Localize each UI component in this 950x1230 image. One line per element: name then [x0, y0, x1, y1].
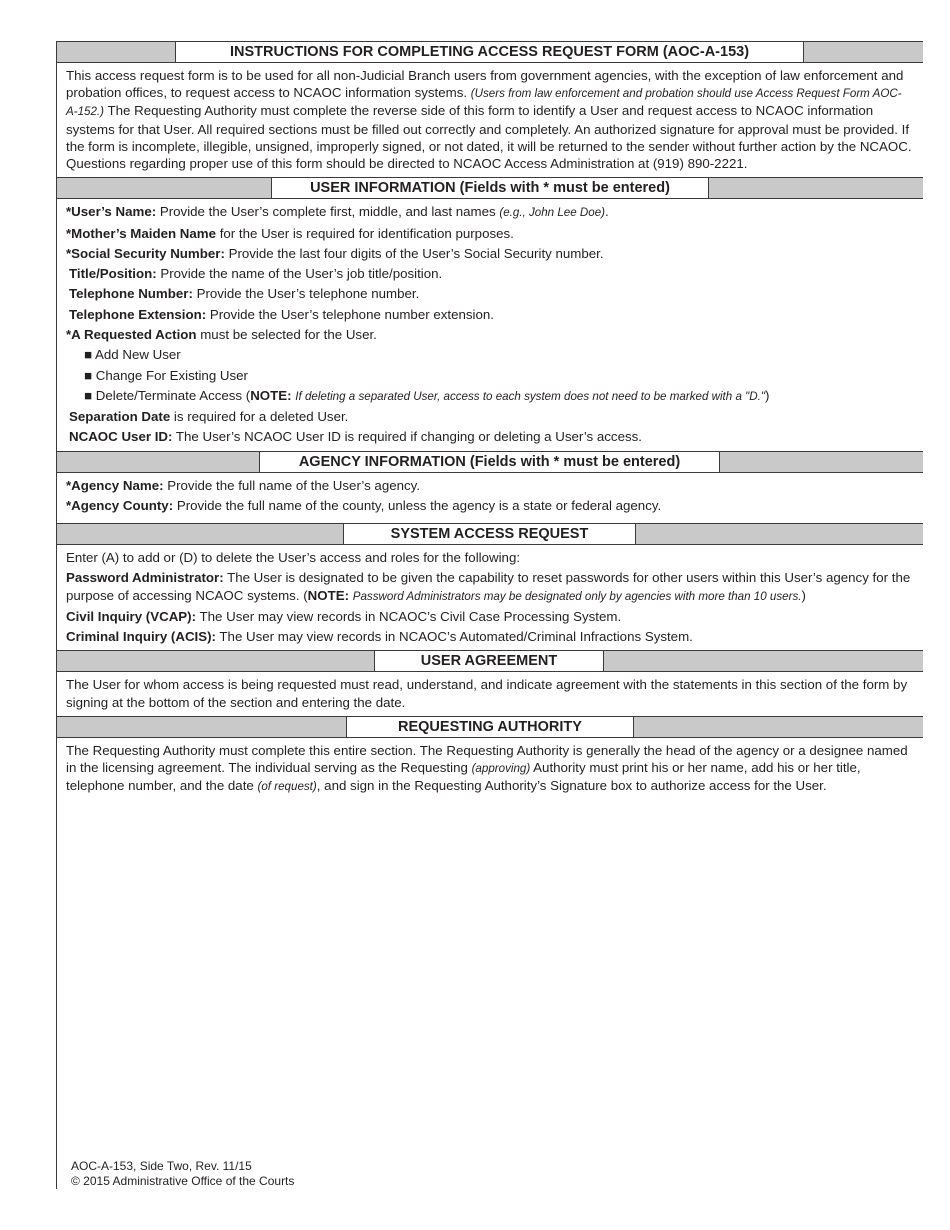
- agency-name-row: *Agency Name: Provide the full name of the User’s agency.: [66, 477, 421, 493]
- user-info-header-bar: [57, 177, 923, 199]
- criminal-inquiry-row: Criminal Inquiry (ACIS): The User may view records in NCAOC’s Automated/Criminal Infractions System.: [66, 629, 693, 645]
- form-id: AOC-A-153, Side Two, Rev. 11/15: [71, 1159, 252, 1173]
- agency-info-section: [57, 473, 923, 524]
- user-agreement-header-bar: [57, 650, 923, 672]
- telephone-number-row: Telephone Number: Provide the User’s telephone number.: [69, 286, 420, 302]
- requesting-authority-title: REQUESTING AUTHORITY: [346, 716, 634, 738]
- civil-inquiry-row: Civil Inquiry (VCAP): The User may view records in NCAOC’s Civil Case Processing System.: [66, 608, 622, 624]
- bullet-icon: ■: [84, 387, 93, 403]
- requesting-authority-section: [57, 738, 923, 801]
- maiden-name-row: *Mother’s Maiden Name for the User is required for identification purposes.: [66, 225, 514, 241]
- ssn-row: *Social Security Number: Provide the last four digits of the User’s Social Security number.: [66, 245, 604, 261]
- user-agreement-title: USER AGREEMENT: [374, 650, 604, 672]
- system-access-section: [57, 545, 923, 650]
- title-position-row: Title/Position: Provide the name of the User’s job title/position.: [69, 266, 443, 282]
- option-delete-access: ■ Delete/Terminate Access (NOTE: If deleting a separated User, access to each system does not need to be marked with a "D."): [84, 387, 770, 403]
- system-access-title: SYSTEM ACCESS REQUEST: [343, 523, 636, 545]
- user-info-section: [57, 199, 923, 450]
- form-frame: [56, 41, 923, 1189]
- option-change-existing-user: ■ Change For Existing User: [84, 367, 248, 383]
- bullet-icon: ■: [84, 367, 93, 383]
- bullet-icon: ■: [84, 347, 93, 363]
- system-access-header-bar: [57, 523, 923, 545]
- requested-action-row: *A Requested Action must be selected for the User.: [66, 327, 377, 342]
- password-administrator-row: Password Administrator: The User is designated to be given the capability to reset passwords for other users within this User’s agency for the purpose of accessing NCAOC systems. (NOTE: Password Administrators may be designated only by agencies with more than 10 users.): [66, 570, 911, 603]
- requesting-authority-header-bar: [57, 716, 923, 738]
- telephone-extension-row: Telephone Extension: Provide the User’s telephone number extension.: [69, 306, 494, 322]
- agency-info-header-bar: [57, 451, 923, 473]
- instructions-section: [57, 63, 923, 177]
- instructions-note: (Users from law enforcement and probation should use Access Request Form AOC-A-152.): [66, 87, 902, 119]
- user-info-title: USER INFORMATION (Fields with * must be entered): [271, 177, 709, 199]
- requesting-authority-text: The Requesting Authority must complete this entire section. The Requesting Authority is generally the head of the agency or a designee named in the licensing agreement. The individual serving as the Requesting (approving) Authority must print his or her name, add his or her title, telephone number, and the date (of request), and sign in the Requesting Authority’s Signature box to authorize access for the User.: [66, 742, 908, 794]
- user-agreement-text: The User for whom access is being requested must read, understand, and indicate agreement with the statements in this section of the form by signing at the bottom of the section and entering the date.: [66, 677, 908, 710]
- agency-county-row: *Agency County: Provide the full name of the county, unless the agency is a state or federal agency.: [66, 497, 662, 513]
- user-agreement-section: [57, 672, 923, 715]
- instructions-header-bar: [57, 41, 923, 63]
- agency-info-title: AGENCY INFORMATION (Fields with * must be entered): [259, 451, 720, 473]
- copyright: © 2015 Administrative Office of the Courts: [71, 1174, 295, 1188]
- option-add-new-user: ■ Add New User: [84, 347, 181, 363]
- system-access-intro: Enter (A) to add or (D) to delete the User’s access and roles for the following:: [66, 550, 521, 566]
- user-name-row: *User’s Name: Provide the User’s complete first, middle, and last names (e.g., John Lee Doe).: [66, 204, 609, 220]
- page-footer: [71, 1159, 294, 1189]
- ncaoc-user-id-row: NCAOC User ID: The User’s NCAOC User ID is required if changing or deleting a User’s access.: [69, 429, 642, 445]
- separation-date-row: Separation Date is required for a deleted User.: [69, 409, 349, 425]
- instructions-paragraph: This access request form is to be used for all non-Judicial Branch users from government agencies, with the exception of law enforcement and probation offices, to request access to NCAOC information systems. (Users from law enforcement and probation should use Access Request Form AOC-A-152.) The Requesting Authority must complete the reverse side of this form to identify a User and request access to NCAOC information systems for that User. All required sections must be filled out correctly and completely. An authorized signature for approval must be provided. If the form is incomplete, illegible, unsigned, improperly signed, or not dated, it will be returned to the sender without further action by the NCAOC. Questions regarding proper use of this form should be directed to NCAOC Access Administration at (919) 890-2221.: [66, 68, 912, 172]
- instructions-title: INSTRUCTIONS FOR COMPLETING ACCESS REQUEST FORM (AOC-A-153): [175, 41, 804, 63]
